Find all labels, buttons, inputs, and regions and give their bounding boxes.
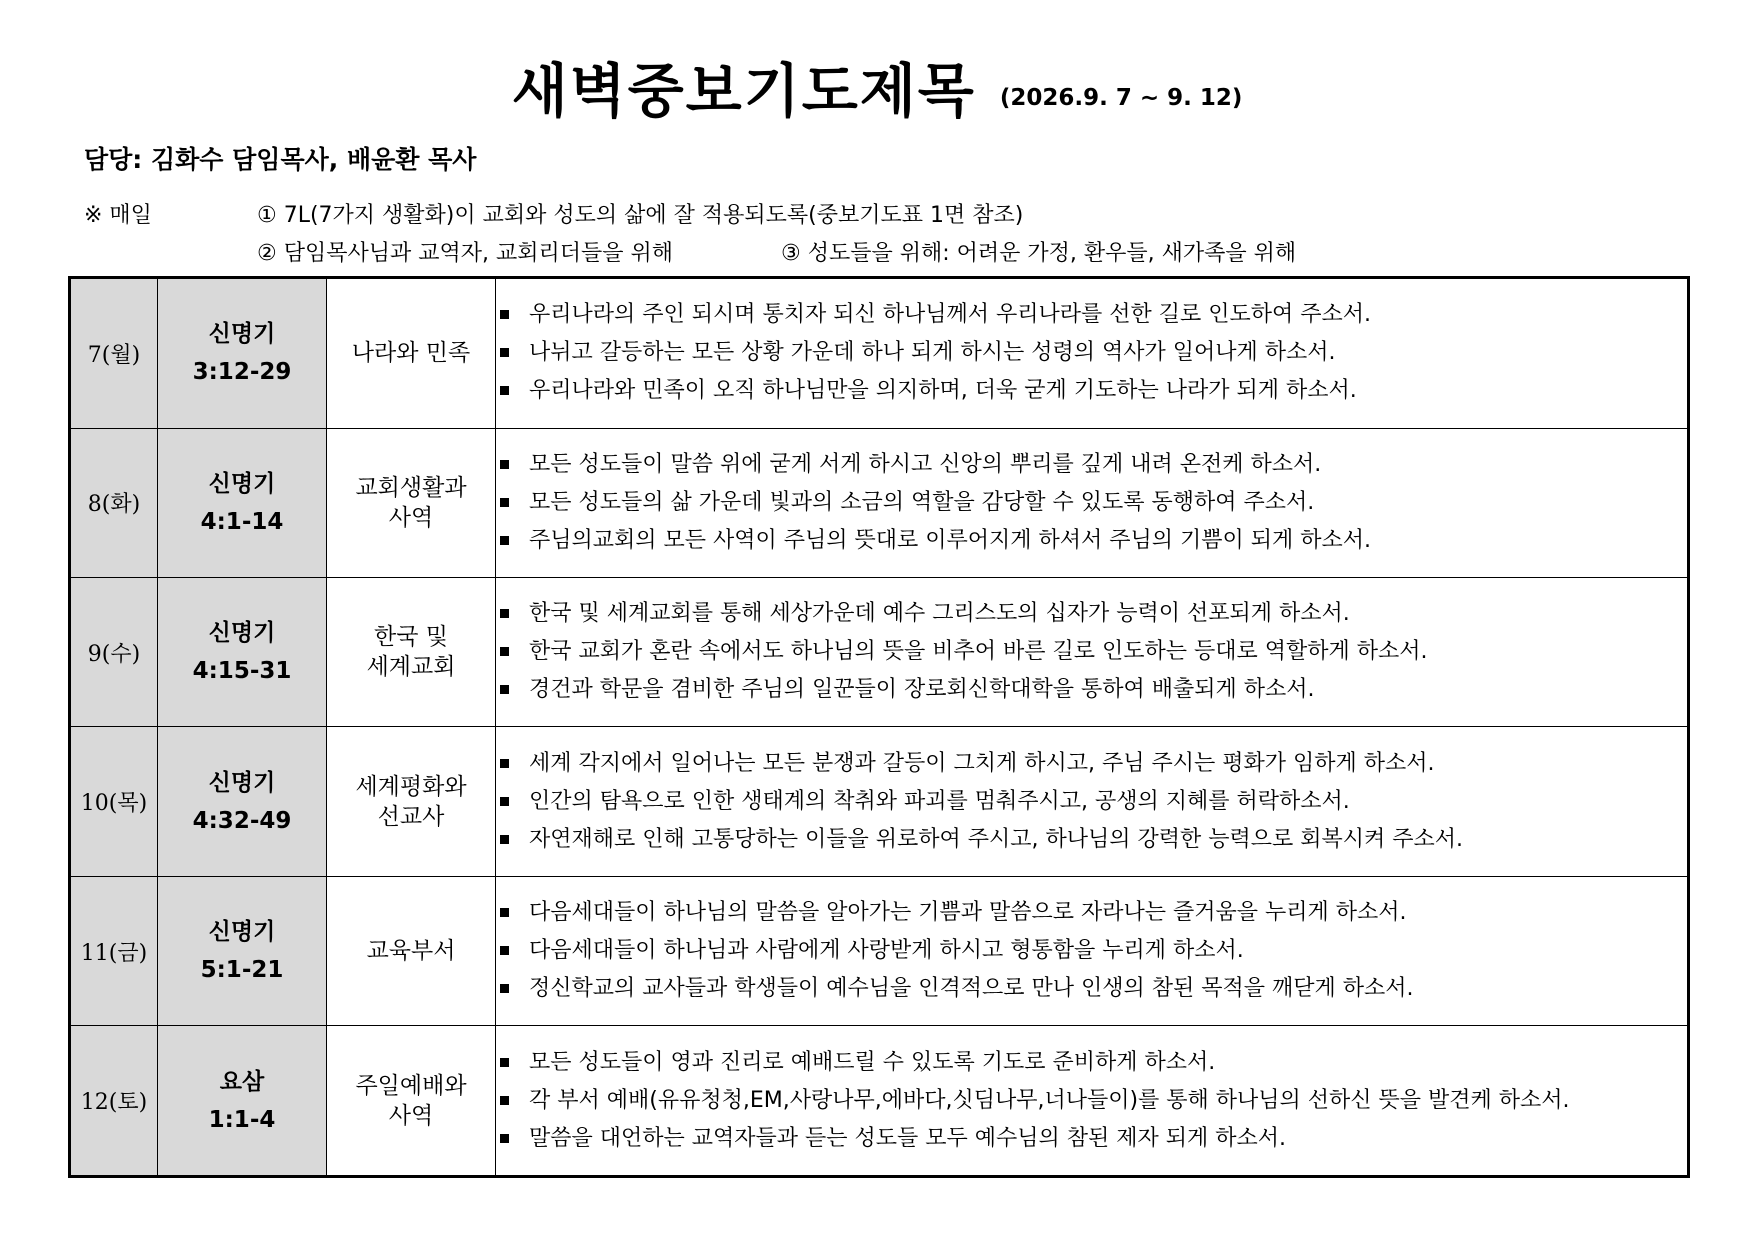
scripture-cell: [158, 727, 327, 876]
prayer-item: 우리나라와 민족이 오직 하나님만을 의지하며, 더욱 굳게 기도하는 나라가 되게 하소서.: [496, 372, 1687, 410]
prayer-item: 한국 및 세계교회를 통해 세상가운데 예수 그리스도의 십자가 능력이 선포되게 하소서.: [496, 595, 1687, 633]
prayer-item: 나뉘고 갈등하는 모든 상황 가운데 하나 되게 하시는 성령의 역사가 일어나게 하소서.: [496, 334, 1687, 372]
prayer-item: 경건과 학문을 겸비한 주님의 일꾼들이 장로회신학대학을 통하여 배출되게 하소서.: [496, 671, 1687, 709]
prayer-item: 인간의 탐욕으로 인한 생태계의 착취와 파괴를 멈춰주시고, 공생의 지혜를 허락하소서.: [496, 783, 1687, 821]
table-row: [70, 578, 1689, 727]
scripture-cell: [158, 1026, 327, 1177]
verse-range: 4:32-49: [192, 807, 292, 834]
day-cell: 11(금): [70, 876, 158, 1025]
topic-cell: [327, 278, 496, 429]
prayer-list: [496, 446, 1687, 560]
topic-cell: [327, 727, 496, 876]
prayer-schedule-table: [68, 276, 1690, 1178]
verse-range: 4:1-14: [200, 508, 284, 535]
topic-line: 교육부서: [366, 938, 456, 965]
prayer-item: 주님의교회의 모든 사역이 주님의 뜻대로 이루어지게 하셔서 주님의 기쁨이 되게 하소서.: [496, 522, 1687, 560]
day-cell: 12(토): [70, 1026, 158, 1177]
table-row: [70, 428, 1689, 577]
scripture-cell: [158, 876, 327, 1025]
verse-range: 4:15-31: [192, 658, 292, 685]
verse-range: 5:1-21: [200, 957, 284, 984]
prayer-list-cell: [496, 727, 1689, 876]
prayer-item: 모든 성도들이 말씀 위에 굳게 서게 하시고 신앙의 뿌리를 깊게 내려 온전케 하소서.: [496, 446, 1687, 484]
topic-line: 세계평화와: [355, 773, 467, 800]
prayer-list: [496, 745, 1687, 859]
topic-line: 사역: [388, 504, 434, 531]
day-cell: 8(화): [70, 428, 158, 577]
prayer-list-cell: [496, 1026, 1689, 1177]
day-cell: 10(목): [70, 727, 158, 876]
page-title: 새벽중보기도제목: [511, 57, 976, 125]
prayer-item: 다음세대들이 하나님의 말씀을 알아가는 기쁨과 말씀으로 자라나는 즐거움을 누리게 하소서.: [496, 894, 1687, 932]
prayer-list-cell: [496, 876, 1689, 1025]
topic-line: 사역: [388, 1102, 434, 1129]
table-row: [70, 727, 1689, 876]
daily-item-1: ① 7L(7가지 생활화)이 교회와 성도의 삶에 잘 적용되도록(중보기도표 1면 참조): [257, 203, 1024, 228]
table-row: [70, 876, 1689, 1025]
book-name: 요삼: [219, 1068, 265, 1095]
book-name: 신명기: [208, 321, 276, 348]
page-header: [0, 44, 1754, 128]
prayer-list: [496, 894, 1687, 1008]
prayer-item: 각 부서 예배(유유청청,EM,사랑나무,에바다,싯딤나무,너나들이)를 통해 하나님의 선하신 뜻을 발견케 하소서.: [496, 1082, 1687, 1120]
book-name: 신명기: [208, 919, 276, 946]
topic-line: 교회생활과: [355, 474, 467, 501]
book-name: 신명기: [208, 620, 276, 647]
prayer-list-cell: [496, 428, 1689, 577]
table-row: [70, 278, 1689, 429]
topic-cell: [327, 578, 496, 727]
topic-line: 선교사: [377, 803, 445, 830]
prayer-list: [496, 296, 1687, 410]
topic-line: 나라와 민족: [351, 340, 471, 367]
topic-line: 한국 및: [374, 624, 448, 651]
prayer-item: 모든 성도들의 삶 가운데 빛과의 소금의 역할을 감당할 수 있도록 동행하여 주소서.: [496, 484, 1687, 522]
daily-item-2: ② 담임목사님과 교역자, 교회리더들을 위해: [257, 241, 673, 266]
prayer-list-cell: [496, 278, 1689, 429]
book-name: 신명기: [208, 470, 276, 497]
day-cell: 7(월): [70, 278, 158, 429]
prayer-item: 정신학교의 교사들과 학생들이 예수님을 인격적으로 만나 인생의 참된 목적을 깨닫게 하소서.: [496, 970, 1687, 1008]
prayer-item: 다음세대들이 하나님과 사람에게 사랑받게 하시고 형통함을 누리게 하소서.: [496, 932, 1687, 970]
table-row: [70, 1026, 1689, 1177]
scripture-cell: [158, 278, 327, 429]
verse-range: 3:12-29: [192, 359, 292, 386]
prayer-item: 말씀을 대언하는 교역자들과 듣는 성도들 모두 예수님의 참된 제자 되게 하소서.: [496, 1120, 1687, 1158]
prayer-item: 우리나라의 주인 되시며 통치자 되신 하나님께서 우리나라를 선한 길로 인도하여 주소서.: [496, 296, 1687, 334]
topic-line: 세계교회: [366, 654, 456, 681]
prayer-item: 모든 성도들이 영과 진리로 예배드릴 수 있도록 기도로 준비하게 하소서.: [496, 1044, 1687, 1082]
day-cell: 9(수): [70, 578, 158, 727]
scripture-cell: [158, 578, 327, 727]
verse-range: 1:1-4: [208, 1106, 276, 1133]
topic-cell: [327, 428, 496, 577]
topic-cell: [327, 1026, 496, 1177]
scripture-cell: [158, 428, 327, 577]
daily-item-3: ③ 성도들을 위해: 어려운 가정, 환우들, 새가족을 위해: [781, 241, 1297, 266]
prayer-list: [496, 595, 1687, 709]
topic-line: 주일예배와: [355, 1072, 467, 1099]
book-name: 신명기: [208, 769, 276, 796]
date-range: (2026.9. 7 ~ 9. 12): [999, 85, 1243, 111]
manager-line: 담당: 김화수 담임목사, 배윤환 목사: [84, 145, 477, 174]
prayer-item: 자연재해로 인해 고통당하는 이들을 위로하여 주시고, 하나님의 강력한 능력으로 회복시켜 주소서.: [496, 821, 1687, 859]
prayer-list: [496, 1044, 1687, 1158]
topic-cell: [327, 876, 496, 1025]
daily-label: ※ 매일: [84, 203, 152, 228]
prayer-item: 한국 교회가 혼란 속에서도 하나님의 뜻을 비추어 바른 길로 인도하는 등대로 역할하게 하소서.: [496, 633, 1687, 671]
prayer-list-cell: [496, 578, 1689, 727]
prayer-item: 세계 각지에서 일어나는 모든 분쟁과 갈등이 그치게 하시고, 주님 주시는 평화가 임하게 하소서.: [496, 745, 1687, 783]
